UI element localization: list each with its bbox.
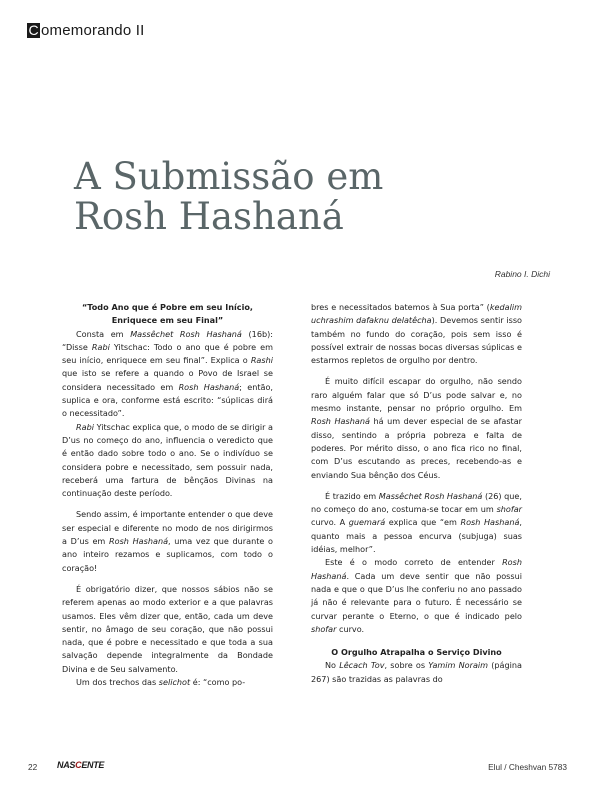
- article-title-line-1: A Submissão em: [74, 155, 384, 198]
- right-column: [311, 301, 522, 686]
- section-header-label: omemorando II: [41, 21, 145, 39]
- paragraph: É muito difícil escapar do orgulho, não sendo raro alguém falar que só D’us pode salvar e, no mesmo instante, pensar no próprio orgulho. Em Rosh Hashaná há um dever especial de se afastar disso, sentindo a própria pobreza e falta de poderes. Por mérito disso, o ano fica rico no final, com D’us escutando as preces, recebendo-as e enviando Sua bênção dos Céus.: [311, 376, 522, 480]
- paragraph: Sendo assim, é importante entender o que deve ser especial e diferente no modo de nos dirigirmos a D’us em Rosh Hashaná, uma vez que durante o ano inteiro rezamos e suplicamos, com todo o coração!: [62, 509, 274, 573]
- paragraph: Rabi Yitschac explica que, o modo de se dirigir a D’us no começo do ano, influencia o veredicto que é então dado sobre todo o ano. Se o indivíduo se considera pobre e necessitado, sem possuir nada, receberá uma fartura de bênçãos Divinas na continuação deste período.: [62, 421, 273, 499]
- article-title-line-2: Rosh Hashaná: [74, 195, 344, 238]
- paragraph: É trazido em Massêchet Rosh Hashaná (26) que, no começo do ano, costuma-se tocar em um shofar curvo. A guemará explica que “em Rosh Hashaná, quanto mais a pessoa encurva (subjuga) suas idéias, melhor”.: [311, 490, 522, 555]
- article-title: [74, 157, 544, 237]
- article-author: Rabino I. Dichi: [494, 269, 550, 279]
- section-header-initial: C: [28, 21, 39, 38]
- section-subheading: O Orgulho Atrapalha o Serviço Divino: [331, 647, 502, 658]
- section-header: [27, 20, 144, 40]
- paragraph: bres e necessitados batemos à Sua porta” (kedalim uchrashim dafaknu delatêcha). Devemos sentir isso também no fundo do coração, pois sem isso é possível extrair de nossas bocas diversas súplicas e estarmos repletos de orgulho por dentro.: [311, 302, 522, 366]
- paragraph: É obrigatório dizer, que nossos sábios não se referem apenas ao modo exterior e a que palavras usamos. Eles vêm dizer que, então, cada um deve sentir, no âmago de seu coração, que não possui nada, que é pobre e necessitado e que toda a sua salvação depende integralmente da Bondade Divina e de Seu salvamento.: [62, 583, 273, 674]
- paragraph: Um dos trechos das selichot é: “como po-: [76, 677, 246, 688]
- magazine-logo: NASCENTE: [57, 760, 105, 770]
- left-column: [62, 301, 273, 689]
- paragraph: No Lêcach Tov, sobre os Yamim Noraim (página 267) são trazidas as palavras do: [311, 660, 522, 684]
- paragraph: Este é o modo correto de entender Rosh Hashaná. Cada um deve sentir que não possui nada e que o que D’us lhe conferiu no ano passado já não é relevante para o futuro. É necessário se curvar perante o Eterno, o que é indicado pelo shofar curvo.: [311, 557, 522, 634]
- lead-heading: “Todo Ano que é Pobre em seu Início, Enriquece em seu Final”: [81, 302, 254, 326]
- page-footer: [0, 760, 595, 774]
- issue-date: Elul / Cheshvan 5783: [488, 762, 567, 772]
- paragraph: Consta em Massêchet Rosh Hashaná (16b): “Disse Rabi Yitschac: Todo o ano que é pobre em seu início, enriquece em seu final”. Explica o Rashi que isto se refere a quando o Povo de Israel se considera necessitado em Rosh Hashaná; então, suplica e ora, conforme está escrito: “súplicas dirá o necessitado”.: [62, 328, 273, 419]
- page-number: 22: [28, 762, 38, 772]
